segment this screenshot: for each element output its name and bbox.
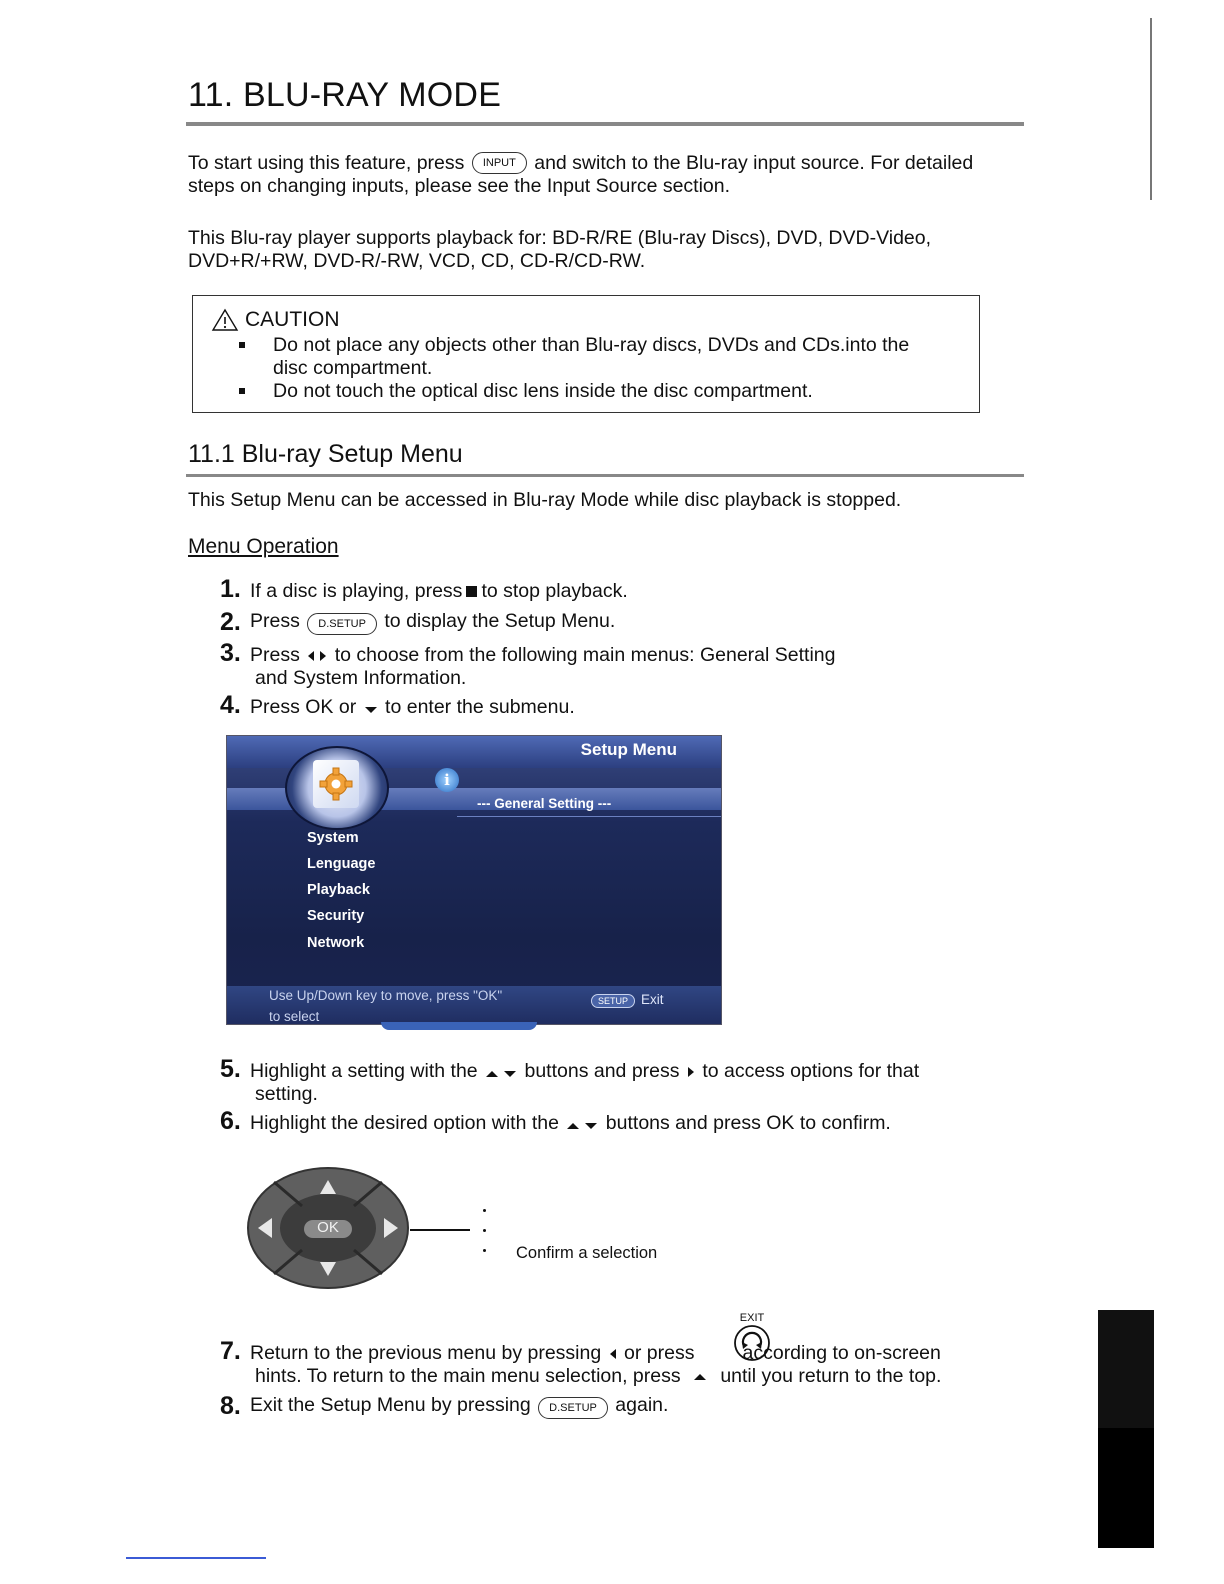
screen-subtitle: --- General Setting --- xyxy=(477,796,612,811)
title-divider xyxy=(186,122,1024,126)
supports-line2: DVD+R/+RW, DVD-R/-RW, VCD, CD, CD-R/CD-RW. xyxy=(188,250,646,272)
up-arrow-icon xyxy=(694,1374,706,1380)
up-arrow-icon xyxy=(567,1123,579,1129)
footer-hint-line1: Use Up/Down key to move, press "OK" xyxy=(269,988,503,1003)
exit-label: EXIT xyxy=(739,1312,765,1324)
bullet xyxy=(483,1209,486,1212)
right-arrow-icon xyxy=(320,651,326,661)
intro-line1-pre: To start using this feature, press xyxy=(188,152,465,174)
step-text-line2: and System Information. xyxy=(255,667,467,689)
footer-link-line xyxy=(126,1557,266,1559)
section-desc: This Setup Menu can be accessed in Blu-ray Mode while disc playback is stopped. xyxy=(188,489,902,511)
section-title: 11.1 Blu-ray Setup Menu xyxy=(188,440,463,468)
step-3 xyxy=(220,639,836,690)
screen-separator xyxy=(457,816,721,817)
bullet xyxy=(483,1249,486,1252)
section-divider xyxy=(186,474,1024,477)
chapter-tab-inner xyxy=(1098,1428,1154,1548)
step-text: Exit the Setup Menu by pressing xyxy=(250,1394,531,1416)
caution-box xyxy=(192,295,980,413)
info-icon: i xyxy=(435,768,459,792)
step-1 xyxy=(220,575,628,603)
warning-icon xyxy=(211,308,239,332)
caution-item-2 xyxy=(239,380,813,403)
step-text: Highlight the desired option with the xyxy=(250,1112,559,1134)
left-arrow-icon xyxy=(610,1349,616,1359)
bullet xyxy=(239,342,245,348)
step-text: Return to the previous menu by pressing xyxy=(250,1342,602,1364)
step-5 xyxy=(220,1055,920,1106)
caution-item-1-line1: Do not place any objects other than Blu-ray discs, DVDs and CDs.into the xyxy=(273,334,910,356)
confirm-selection-label: Confirm a selection xyxy=(516,1244,658,1262)
step-2 xyxy=(220,610,615,635)
dsetup-button: D.SETUP xyxy=(538,1397,608,1419)
step-text: according to on-screen xyxy=(742,1342,941,1364)
bullet xyxy=(483,1229,486,1232)
margin-line xyxy=(1150,18,1152,200)
input-button: INPUT xyxy=(472,152,527,174)
step-text-line2: setting. xyxy=(255,1083,318,1105)
setup-menu-screenshot xyxy=(226,735,722,1025)
screen-title: Setup Menu xyxy=(580,740,677,759)
menu-operation-heading: Menu Operation xyxy=(188,535,339,558)
caution-item-2-line1: Do not touch the optical disc lens inside the disc compartment. xyxy=(273,380,813,402)
page-title: 11. BLU-RAY MODE xyxy=(188,76,502,114)
step-number: 7. xyxy=(220,1337,241,1365)
bullet xyxy=(239,388,245,394)
menu-item-playback: Playback xyxy=(307,882,370,898)
down-arrow-icon xyxy=(585,1123,597,1129)
menu-item-security: Security xyxy=(307,908,365,924)
step-text: to display the Setup Menu. xyxy=(384,610,616,632)
step-8 xyxy=(220,1394,668,1419)
step-text: Highlight a setting with the xyxy=(250,1060,478,1082)
step-4 xyxy=(220,691,575,719)
pointer-line xyxy=(410,1229,470,1231)
supports-line1: This Blu-ray player supports playback for: BD-R/RE (Blu-ray Discs), DVD, DVD-Video, xyxy=(188,227,932,249)
step-text: to enter the submenu. xyxy=(385,696,575,718)
step-text: Press OK or xyxy=(250,696,357,718)
caution-item-1 xyxy=(239,334,909,380)
step-text: buttons and press xyxy=(524,1060,680,1082)
step-text: to choose from the following main menus: General Setting xyxy=(334,644,836,666)
down-arrow-icon xyxy=(504,1071,516,1077)
step-text: or press xyxy=(624,1342,695,1364)
menu-item-language: Lenguage xyxy=(307,856,376,872)
step-number: 8. xyxy=(220,1392,241,1420)
step-number: 6. xyxy=(220,1107,241,1135)
screen-bottom-tab xyxy=(381,1022,537,1030)
dsetup-button: D.SETUP xyxy=(307,613,377,635)
footer-hint-line2: to select xyxy=(269,1009,320,1024)
ok-button-label: OK xyxy=(317,1219,339,1236)
step-text: buttons and press OK to confirm. xyxy=(605,1112,891,1134)
step-text: If a disc is playing, press xyxy=(250,580,463,602)
caution-title-text: CAUTION xyxy=(245,308,340,331)
left-arrow-icon xyxy=(308,651,314,661)
step-6 xyxy=(220,1107,891,1135)
supports-paragraph xyxy=(188,227,931,273)
menu-item-system: System xyxy=(307,830,359,846)
gear-icon xyxy=(313,760,359,808)
step-7 xyxy=(220,1337,942,1388)
caution-item-1-line2: disc compartment. xyxy=(273,357,433,379)
step-text: Press xyxy=(250,644,300,666)
screen-exit-label: Exit xyxy=(641,992,664,1007)
step-number: 3. xyxy=(220,639,241,667)
step-text: to stop playback. xyxy=(481,580,628,602)
step-number: 4. xyxy=(220,691,241,719)
step-text-line2: hints. To return to the main menu selection, press xyxy=(255,1365,681,1387)
stop-icon xyxy=(466,586,477,597)
intro-line2: steps on changing inputs, please see the Input Source section. xyxy=(188,175,731,197)
step-text: Press xyxy=(250,610,300,632)
step-number: 2. xyxy=(220,608,241,636)
step-number: 1. xyxy=(220,575,241,603)
menu-item-network: Network xyxy=(307,935,365,951)
step-text: to access options for that xyxy=(702,1060,920,1082)
step-text: again. xyxy=(615,1394,669,1416)
caution-title xyxy=(211,308,340,332)
intro-line1-post: and switch to the Blu-ray input source. For detailed xyxy=(534,152,974,174)
step-text-line2: until you return to the top. xyxy=(720,1365,942,1387)
setup-key-badge: SETUP xyxy=(591,994,635,1008)
right-arrow-icon xyxy=(688,1067,694,1077)
screen-footer-hint xyxy=(269,985,502,1025)
up-arrow-icon xyxy=(486,1071,498,1077)
step-number: 5. xyxy=(220,1055,241,1083)
intro-paragraph xyxy=(188,152,973,198)
down-arrow-icon xyxy=(365,707,377,713)
